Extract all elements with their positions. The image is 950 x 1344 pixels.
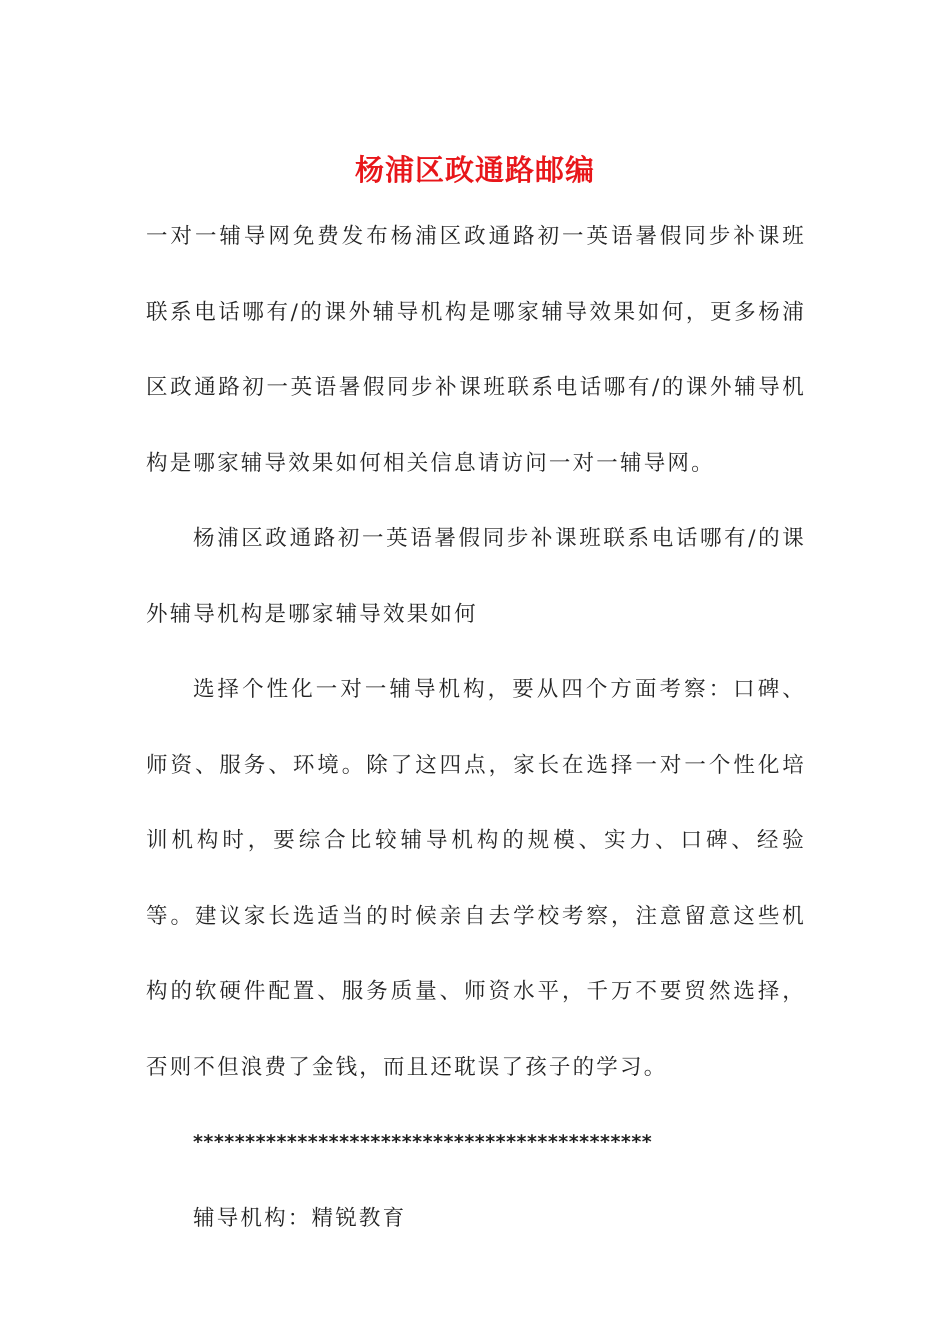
institution-paragraph: 辅导机构：精锐教育 — [193, 1205, 407, 1231]
document-body — [146, 199, 806, 1256]
subtitle-paragraph: 杨浦区政通路初一英语暑假同步补课班联系电话哪有/的课外辅导机构是哪家辅导效果如何 — [146, 526, 806, 627]
intro-paragraph: 一对一辅导网免费发布杨浦区政通路初一英语暑假同步补课班联系电话哪有/的课外辅导机构是哪家辅导效果如何，更多杨浦区政通路初一英语暑假同步补课班联系电话哪有/的课外辅导机构是哪家辅导效果如何相关信息请访问一对一辅导网。 — [146, 224, 806, 476]
advice-paragraph: 选择个性化一对一辅导机构，要从四个方面考察：口碑、师资、服务、环境。除了这四点，家长在选择一对一个性化培训机构时，要综合比较辅导机构的规模、实力、口碑、经验等。建议家长选适当的时候亲自去学校考察，注意留意这些机构的软硬件配置、服务质量、师资水平，千万不要贸然选择，否则不但浪费了金钱，而且还耽误了孩子的学习。 — [146, 677, 806, 1080]
separator-line: ******************************************** — [193, 1131, 653, 1153]
document-title: 杨浦区政通路邮编 — [354, 153, 595, 187]
